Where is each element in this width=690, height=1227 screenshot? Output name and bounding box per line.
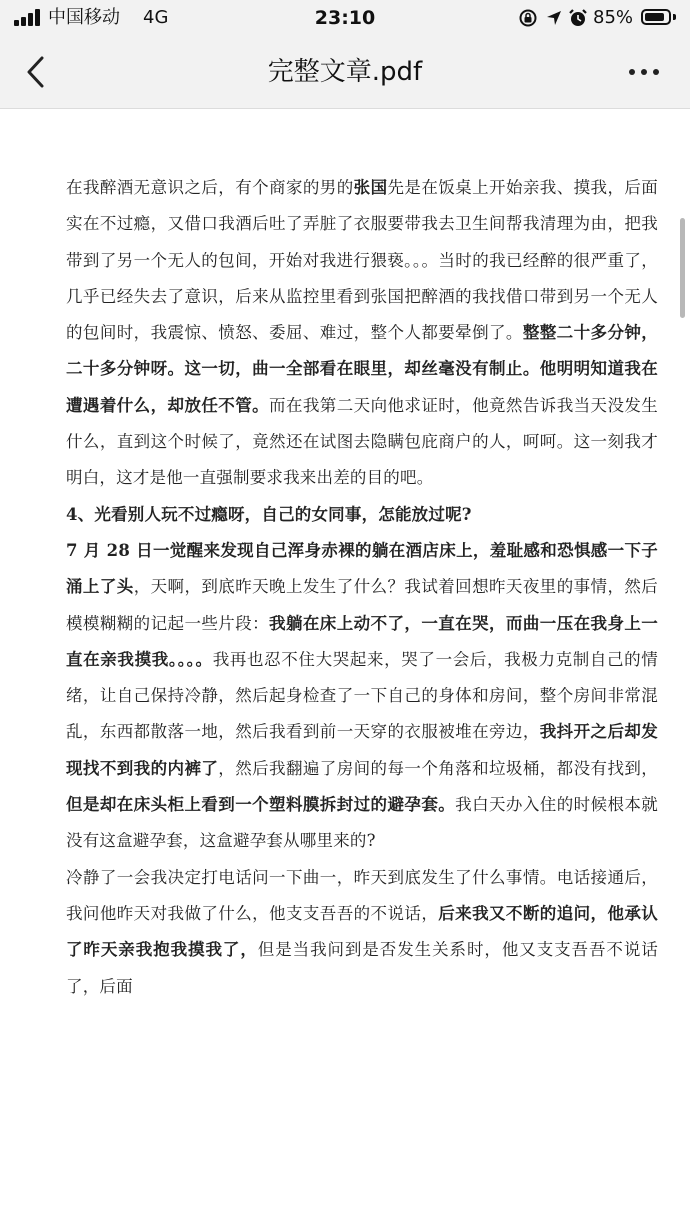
carrier-name: 中国移动 bbox=[48, 7, 120, 28]
battery-icon bbox=[641, 9, 671, 25]
bold-text-run: 7 月 28 日一觉醒来发现自己浑身赤裸的躺在酒店床上，羞耻感和恐惧感一下子涌上了头 bbox=[66, 540, 658, 597]
text-run: ，天啊，到底昨天晚上发生了什么？我试着回想昨天夜里的事情，然后模模糊糊的记起一些片段： bbox=[66, 577, 658, 633]
more-options-button[interactable] bbox=[620, 52, 668, 92]
document-paragraph bbox=[66, 860, 658, 1005]
text-run: 先是在饭桌上开始亲我、摸我，后面实在不过瘾，又借口我酒后吐了弄脏了衣服要带我去卫生间帮我清理为由，把我带到了另一个无人的包间，开始对我进行猥亵。。。当时的我已经醉的很严重了，几乎已经失去了意识，后来从监控里看到张国把醉酒的我找借口带到另一个无人的包间时，我震惊、愤怒、委屈、难过，整个人都要晕倒了。 bbox=[66, 178, 659, 343]
bold-text-run: 我抖开之后却发现找不到我的内裤了 bbox=[66, 722, 658, 778]
scrollbar-thumb[interactable] bbox=[680, 218, 685, 318]
document-page bbox=[66, 170, 658, 1005]
text-run: 我白天办入住的时候根本就没有这盒避孕套，这盒避孕套从哪里来的? bbox=[66, 795, 658, 851]
text-run: 但是当我问到是否发生关系时，他又支支吾吾不说话了，后面 bbox=[66, 940, 658, 996]
nav-bar bbox=[0, 36, 690, 109]
document-title: 完整文章.pdf bbox=[267, 57, 423, 87]
text-run: 冷静了一会我决定打电话问一下曲一，昨天到底发生了什么事情。电话接通后，我问他昨天对我做了什么，他支支吾吾的不说话， bbox=[66, 867, 658, 923]
document-paragraph bbox=[66, 170, 658, 497]
text-run: 而在我第二天向他求证时，他竟然告诉我当天没发生什么，直到这个时候了，竟然还在试图去隐瞒包庇商户的人，呵呵。这一刻我才明白，这才是他一直强制要求我来出差的目的吧。 bbox=[66, 395, 658, 488]
bold-text-run: 后来我又不断的追问，他承认了昨天亲我抱我摸我了， bbox=[66, 903, 658, 960]
bold-text-run: 但是却在床头柜上看到一个塑料膜拆封过的避孕套。 bbox=[66, 795, 456, 815]
text-run: ，然后我翻遍了房间的每一个角落和垃圾桶，都没有找到， bbox=[218, 758, 658, 778]
clock-time: 23:10 bbox=[314, 7, 376, 29]
bold-text-run: 我躺在床上动不了，一直在哭，而曲一压在我身上一直在亲我摸我。。。。 bbox=[66, 613, 658, 669]
text-run: 我再也忍不住大哭起来，哭了一会后，我极力克制自己的情绪，让自己保持冷静，然后起身检查了一下自己的身体和房间，整个房间非常混乱，东西都散落一地，然后我看到前一天穿的衣服被堆在旁边， bbox=[66, 649, 659, 742]
chevron-left-icon bbox=[14, 50, 58, 94]
location-icon bbox=[544, 8, 564, 28]
document-paragraph bbox=[66, 497, 658, 533]
battery-level-fill bbox=[645, 13, 664, 21]
bold-text-run: 4、光看别人玩不过瘾呀，自己的女同事，怎能放过呢? bbox=[66, 504, 472, 524]
back-button[interactable] bbox=[14, 50, 58, 94]
text-run: 在我醉酒无意识之后，有个商家的男的 bbox=[66, 178, 354, 197]
more-horizontal-icon bbox=[629, 69, 635, 75]
bold-text-run: 张国 bbox=[353, 178, 388, 197]
battery-cap bbox=[673, 14, 676, 20]
network-type: 4G bbox=[143, 7, 169, 28]
orientation-lock-icon bbox=[518, 8, 538, 28]
bold-text-run: 整整二十多分钟，二十多分钟呀。这一切，曲一全部看在眼里，却丝毫没有制止。他明明知道我在遭遇着什么，却放任不管。 bbox=[66, 323, 658, 415]
document-paragraph bbox=[66, 533, 658, 860]
alarm-icon bbox=[568, 8, 588, 28]
status-icons bbox=[518, 8, 590, 28]
battery-percentage: 85% bbox=[593, 7, 634, 28]
status-bar bbox=[0, 0, 690, 36]
